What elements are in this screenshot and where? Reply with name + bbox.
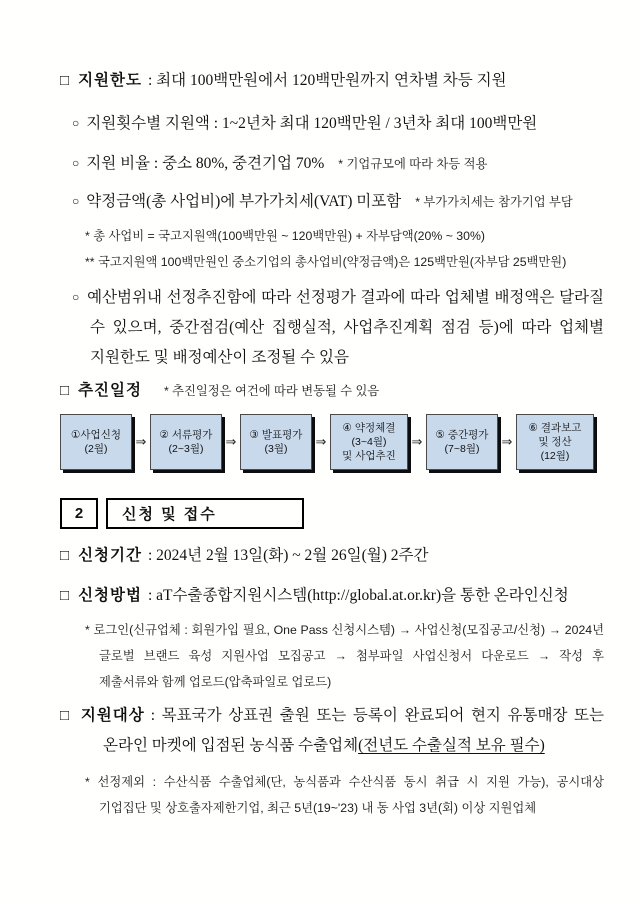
flow-arrow-icon: ⇒ <box>315 434 327 449</box>
flow-step-6-line3: (12월) <box>540 450 570 462</box>
flow-step-2-line1: ② 서류평가 <box>159 429 213 441</box>
target-desc: : 목표국가 상표권 출원 또는 등록이 완료되어 현지 유통매장 또는 온라인 마켓에 입점된 농식품 수출업체 <box>103 707 605 754</box>
flow-arrow-icon: ⇒ <box>411 434 423 449</box>
schedule-title: 추진일정 <box>78 382 142 399</box>
bullet-vat-note: * 부가가치세는 참가기업 부담 <box>415 195 573 209</box>
bullet-budget-text: 예산범위내 선정추진함에 따라 선정평가 결과에 따라 업체별 배정액은 달라질 수 있으며, 중간점검(예산 집행실적, 사업추진계획 점검 등)에 따라 업체별 지원한도 및 배정예산이 조정될 수 있음 <box>87 289 604 366</box>
bullet-support-ratio-note: * 기업규모에 따라 차등 적용 <box>338 157 488 171</box>
target-exclusion-note: * 선정제외 : 수산식품 수출업체(단, 농식품과 수산식품 동시 취급 시 지원 가능), 공시대상 기업집단 및 상호출자제한기업, 최근 5년(19~'23) 내 동 사업 3년(회) 이상 지원업체 <box>85 775 604 815</box>
flow-step-6-line1: ⑥ 결과보고 <box>528 422 582 434</box>
flow-step-5-line1: ⑤ 중간평가 <box>435 429 489 441</box>
flow-step-1-line1: ①사업신청 <box>71 429 121 441</box>
flow-step-3 <box>240 414 312 470</box>
circle-bullet-icon: ○ <box>72 116 80 130</box>
flow-step-3-line2: (3월) <box>264 443 288 455</box>
period-heading <box>60 541 604 571</box>
bullet-support-ratio-text: 지원 비율 : 중소 80%, 중견기업 70% <box>86 155 325 172</box>
bullet-vat-text: 약정금액(총 사업비)에 부가가치세(VAT) 미포함 <box>86 193 402 210</box>
method-title: 신청방법 <box>78 587 142 604</box>
target-desc-underlined: (전년도 수출실적 보유 필수) <box>358 737 545 754</box>
flow-arrow-icon: ⇒ <box>135 434 147 449</box>
schedule-flowchart <box>60 414 604 470</box>
flow-step-2 <box>150 414 222 470</box>
section2-header <box>60 498 604 529</box>
flow-step-4 <box>330 414 408 470</box>
method-desc: : aT수출종합지원시스템(http://global.at.or.kr)을 통한 온라인신청 <box>147 587 569 604</box>
flow-step-5-line2: (7~8월) <box>444 443 480 455</box>
flow-step-1-line2: (2월) <box>84 443 108 455</box>
period-title: 신청기간 <box>78 547 142 564</box>
schedule-heading <box>60 376 604 406</box>
note-total-cost: * 총 사업비 = 국고지원액(100백만원 ~ 120백만원) + 자부담액(20% ~ 30%) <box>85 229 486 243</box>
flow-step-6-line2: 및 정산 <box>538 436 572 448</box>
flow-step-6 <box>516 414 594 470</box>
schedule-note: * 추진일정은 여건에 따라 변동될 수 있음 <box>163 384 380 398</box>
support-limit-desc: : 최대 100백만원에서 120백만원까지 연차별 차등 지원 <box>147 72 507 89</box>
flow-step-1 <box>60 414 132 470</box>
flow-step-4-line2: (3~4월) <box>351 436 387 448</box>
square-bullet-icon: □ <box>60 383 70 399</box>
note-gov-support: ** 국고지원액 100백만원인 중소기업의 총사업비(약정금액)은 125백만원(자부담 25백만원) <box>85 255 567 269</box>
bullet-vat <box>72 187 604 217</box>
square-bullet-icon: □ <box>60 708 72 724</box>
support-limit-title: 지원한도 <box>78 72 142 89</box>
flow-arrow-icon: ⇒ <box>225 434 237 449</box>
flow-step-4-line3: 및 사업추진 <box>342 450 396 462</box>
method-login-note: * 로그인(신규업체 : 회원가입 필요, One Pass 신청시스템) → 사업신청(모집공고/신청) → 2024년 글로벌 브랜드 육성 지원사업 모집공고 → 첨부파일 사업신청서 다운로드 → 작성 후 제출서류와 함께 업로드(압축파일로 업로드) <box>85 623 604 689</box>
bullet-support-ratio <box>72 149 604 179</box>
flow-step-5 <box>426 414 498 470</box>
period-desc: : 2024년 2월 13일(화) ~ 2월 26일(월) 2주간 <box>147 547 429 564</box>
flow-arrow-icon: ⇒ <box>501 434 513 449</box>
flow-step-3-line1: ③ 발표평가 <box>249 429 303 441</box>
circle-bullet-icon: ○ <box>72 290 81 304</box>
method-heading <box>60 581 604 611</box>
square-bullet-icon: □ <box>60 73 70 89</box>
bullet-support-amount <box>72 109 604 139</box>
support-limit-heading <box>60 66 604 96</box>
square-bullet-icon: □ <box>60 588 70 604</box>
flow-step-4-line1: ④ 약정체결 <box>342 422 396 434</box>
flow-step-2-line2: (2~3월) <box>168 443 204 455</box>
bullet-budget <box>72 283 604 373</box>
circle-bullet-icon: ○ <box>72 194 80 208</box>
target-heading <box>60 701 604 761</box>
target-title: 지원대상 <box>80 707 145 724</box>
square-bullet-icon: □ <box>60 548 70 564</box>
section2-number: 2 <box>60 498 98 529</box>
bullet-support-amount-text: 지원횟수별 지원액 : 1~2년차 최대 120백만원 / 3년차 최대 100백만원 <box>86 115 538 132</box>
circle-bullet-icon: ○ <box>72 156 80 170</box>
section2-title: 신청 및 접수 <box>106 498 304 529</box>
